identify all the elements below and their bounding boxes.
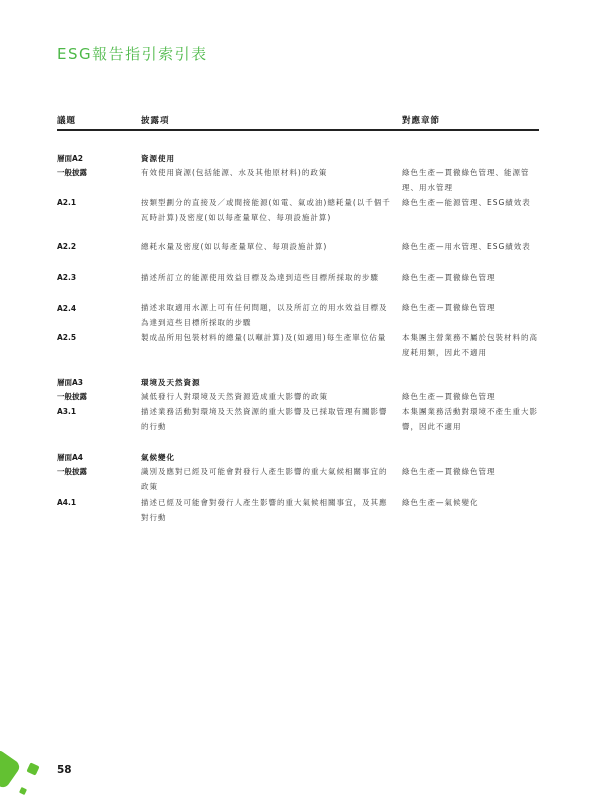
row-section: 綠色生產—貫徹綠色管理 <box>402 467 496 476</box>
row-section: 綠色生產—貫徹綠色管理 <box>402 303 496 312</box>
row-section: 綠色生產—能源管理、ESG績效表 <box>402 198 531 207</box>
row-disclosure: 製成品所用包裝材料的總量(以噸計算)及(如適用)每生產單位佔量 <box>141 333 387 342</box>
row-topic: A2.4 <box>57 304 77 313</box>
header-rule <box>57 129 539 131</box>
row-section: 綠色生產—氣候變化 <box>402 498 479 507</box>
corner-decoration-shape <box>19 787 27 795</box>
page-title: ESG報告指引索引表 <box>57 45 208 63</box>
row-disclosure: 描述已經及可能會對發行人產生影響的重大氣候相關事宜，及其應對行動 <box>141 498 388 522</box>
row-topic: A3.1 <box>57 407 77 416</box>
column-header-topic: 議題 <box>57 116 77 126</box>
row-disclosure: 資源使用 <box>141 154 175 163</box>
row-disclosure: 氣候變化 <box>141 453 175 462</box>
column-header-disclosure: 披露項 <box>141 116 170 126</box>
row-topic: 層面A2 <box>57 154 84 163</box>
row-disclosure: 描述求取適用水源上可有任何問題，以及所訂立的用水效益目標及為達到這些目標所採取的步驟 <box>141 303 388 327</box>
row-section: 綠色生產—貫徹綠色管理 <box>402 392 496 401</box>
corner-decoration-shape <box>0 748 22 790</box>
corner-decoration-shape <box>26 762 39 775</box>
page-number: 58 <box>57 764 72 776</box>
row-section: 綠色生產—貫徹綠色管理 <box>402 273 496 282</box>
row-topic: A2.5 <box>57 333 77 342</box>
row-topic: A2.2 <box>57 242 77 251</box>
column-header-section: 對應章節 <box>402 116 441 126</box>
row-topic: A2.3 <box>57 273 77 282</box>
row-disclosure: 描述業務活動對環境及天然資源的重大影響及已採取管理有關影響的行動 <box>141 407 388 431</box>
row-topic: 一般披露 <box>57 168 87 177</box>
row-topic: 一般披露 <box>57 467 87 476</box>
row-disclosure: 按類型劃分的直接及／或間接能源(如電、氣或油)總耗量(以千個千瓦時計算)及密度(如以每產量單位、每項設施計算) <box>141 198 391 222</box>
row-disclosure: 總耗水量及密度(如以每產量單位、每項設施計算) <box>141 242 328 251</box>
row-topic: 層面A4 <box>57 453 84 462</box>
row-topic: A4.1 <box>57 498 77 507</box>
row-section: 綠色生產—用水管理、ESG績效表 <box>402 242 531 251</box>
row-disclosure: 有效使用資源(包括能源、水及其他原材料)的政策 <box>141 168 328 177</box>
row-topic: A2.1 <box>57 198 77 207</box>
row-disclosure: 減低發行人對環境及天然資源造成重大影響的政策 <box>141 392 328 401</box>
row-disclosure: 描述所訂立的能源使用效益目標及為達到這些目標所採取的步驟 <box>141 273 379 282</box>
row-topic: 一般披露 <box>57 392 87 401</box>
row-disclosure: 環境及天然資源 <box>141 378 201 387</box>
row-section: 綠色生產—貫徹綠色管理、能源管理、用水管理 <box>402 168 530 192</box>
row-topic: 層面A3 <box>57 378 84 387</box>
row-section: 本集團業務活動對環境不產生重大影響，因此不適用 <box>402 407 538 431</box>
row-disclosure: 識別及應對已經及可能會對發行人產生影響的重大氣候相關事宜的政策 <box>141 467 388 491</box>
row-section: 本集團主營業務不屬於包裝材料的高度耗用類，因此不適用 <box>402 333 538 357</box>
